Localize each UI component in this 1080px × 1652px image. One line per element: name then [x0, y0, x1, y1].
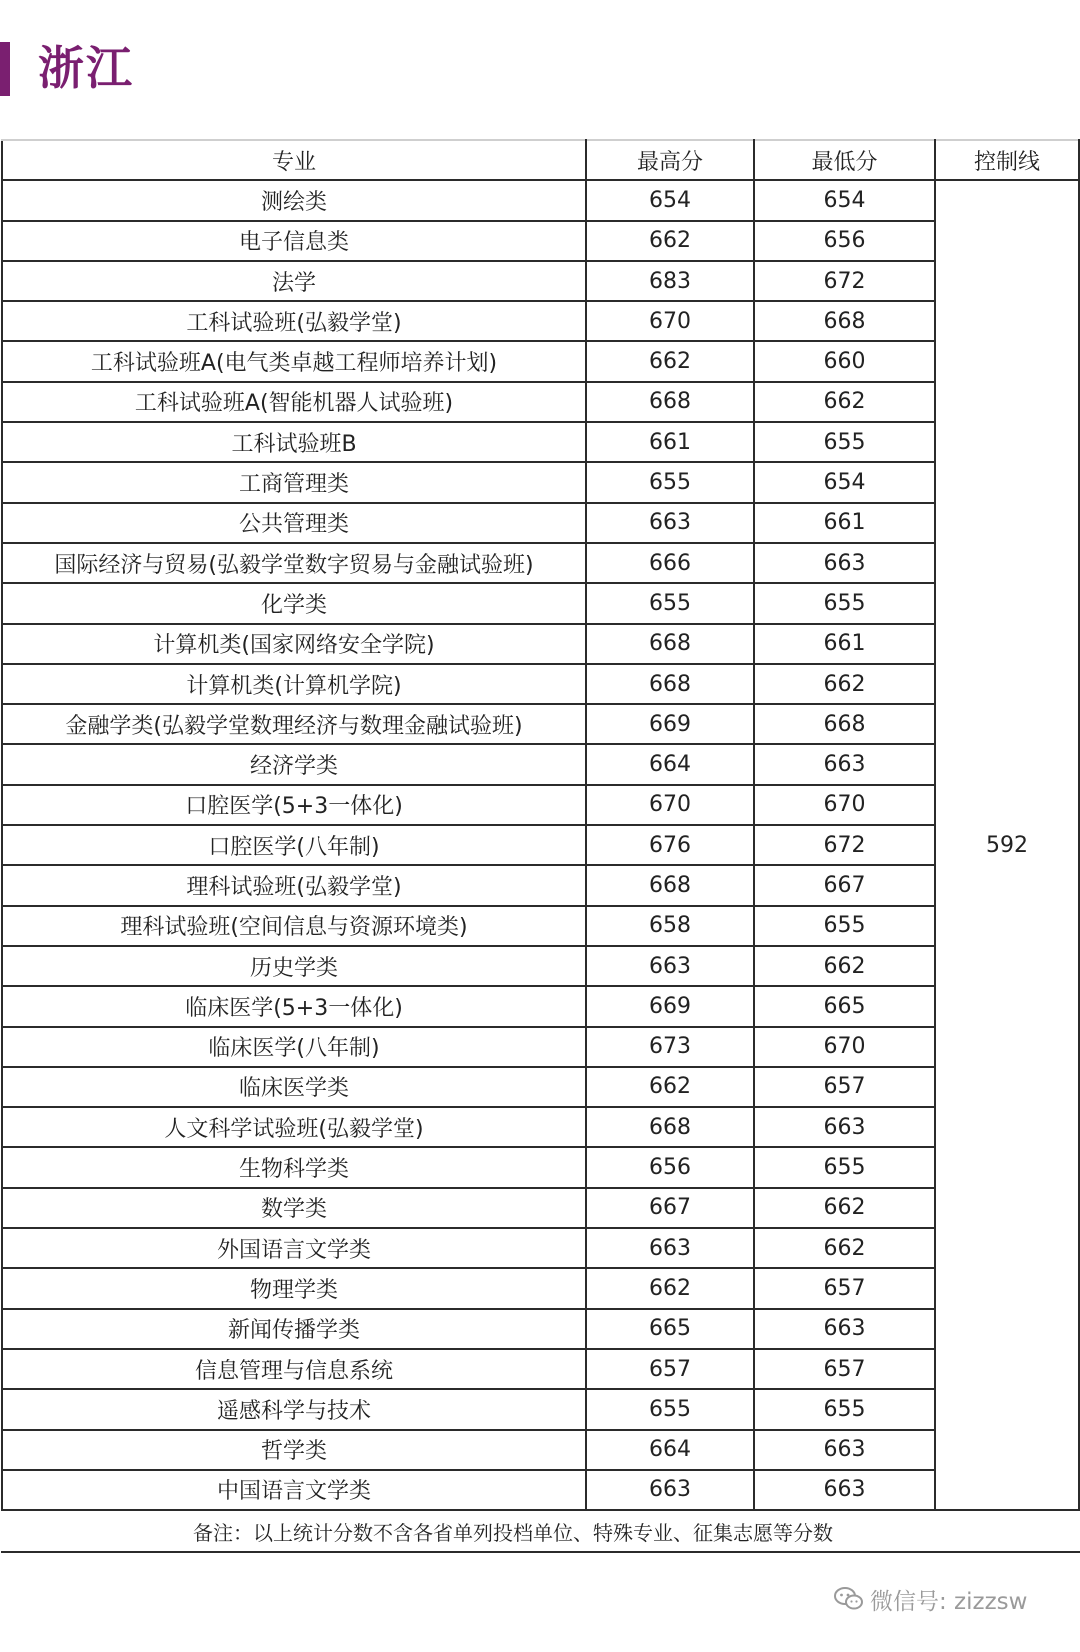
- cell-min-score: 655: [754, 422, 935, 462]
- cell-min-score: 667: [754, 865, 935, 905]
- cell-major: 电子信息类: [2, 221, 586, 261]
- cell-min-score: 662: [754, 1188, 935, 1228]
- cell-max-score: 662: [586, 1268, 754, 1308]
- cell-max-score: 673: [586, 1027, 754, 1067]
- table-row: [2, 1349, 1079, 1389]
- cell-min-score: 672: [754, 825, 935, 865]
- header-min-score: 最低分: [754, 140, 935, 180]
- table-row: [2, 906, 1079, 946]
- cell-min-score: 663: [754, 1430, 935, 1470]
- table-row: [2, 221, 1079, 261]
- table-row: [2, 341, 1079, 381]
- table-row: [2, 180, 1079, 220]
- table-row: [2, 382, 1079, 422]
- cell-major: 临床医学(5+3一体化): [2, 986, 586, 1026]
- table-note: 备注：以上统计分数不含各省单列投档单位、特殊专业、征集志愿等分数: [2, 1510, 1079, 1552]
- cell-min-score: 661: [754, 503, 935, 543]
- header-control-line: 控制线: [935, 140, 1079, 180]
- table-row: [2, 1430, 1079, 1470]
- table-row: [2, 744, 1079, 784]
- cell-max-score: 655: [586, 462, 754, 502]
- cell-major: 临床医学类: [2, 1067, 586, 1107]
- cell-major: 计算机类(国家网络安全学院): [2, 624, 586, 664]
- cell-max-score: 670: [586, 301, 754, 341]
- table-row: [2, 1228, 1079, 1268]
- cell-max-score: 663: [586, 946, 754, 986]
- cell-major: 遥感科学与技术: [2, 1389, 586, 1429]
- table-row: [2, 1067, 1079, 1107]
- table-row: [2, 624, 1079, 664]
- cell-major: 计算机类(计算机学院): [2, 664, 586, 704]
- table-row: [2, 946, 1079, 986]
- page-title: 浙江: [38, 41, 134, 95]
- cell-major: 中国语言文学类: [2, 1470, 586, 1510]
- table-row: [2, 1470, 1079, 1510]
- cell-major: 国际经济与贸易(弘毅学堂数字贸易与金融试验班): [2, 543, 586, 583]
- table-row: [2, 583, 1079, 623]
- cell-major: 工科试验班(弘毅学堂): [2, 301, 586, 341]
- cell-max-score: 656: [586, 1147, 754, 1187]
- cell-major: 工商管理类: [2, 462, 586, 502]
- table-row: [2, 704, 1079, 744]
- cell-min-score: 655: [754, 583, 935, 623]
- cell-control-line: 592: [935, 180, 1079, 1510]
- table-row: [2, 1389, 1079, 1429]
- table-row: [2, 1309, 1079, 1349]
- table-row: [2, 785, 1079, 825]
- cell-max-score: 663: [586, 1228, 754, 1268]
- table-row: [2, 664, 1079, 704]
- cell-max-score: 668: [586, 382, 754, 422]
- cell-max-score: 662: [586, 221, 754, 261]
- cell-min-score: 654: [754, 180, 935, 220]
- cell-max-score: 655: [586, 1389, 754, 1429]
- cell-min-score: 663: [754, 543, 935, 583]
- cell-max-score: 663: [586, 503, 754, 543]
- table-row: [2, 503, 1079, 543]
- table-row: [2, 301, 1079, 341]
- table-row: [2, 422, 1079, 462]
- cell-major: 口腔医学(5+3一体化): [2, 785, 586, 825]
- cell-major: 测绘类: [2, 180, 586, 220]
- cell-max-score: 670: [586, 785, 754, 825]
- cell-major: 外国语言文学类: [2, 1228, 586, 1268]
- cell-max-score: 668: [586, 865, 754, 905]
- cell-max-score: 663: [586, 1470, 754, 1510]
- cell-major: 工科试验班B: [2, 422, 586, 462]
- cell-min-score: 668: [754, 301, 935, 341]
- watermark-text: 微信号: zizzsw: [870, 1588, 1028, 1615]
- cell-max-score: 662: [586, 341, 754, 381]
- cell-min-score: 663: [754, 1470, 935, 1510]
- cell-major: 物理学类: [2, 1268, 586, 1308]
- cell-max-score: 657: [586, 1349, 754, 1389]
- cell-major: 生物科学类: [2, 1147, 586, 1187]
- cell-major: 信息管理与信息系统: [2, 1349, 586, 1389]
- cell-min-score: 655: [754, 1147, 935, 1187]
- cell-max-score: 665: [586, 1309, 754, 1349]
- cell-major: 新闻传播学类: [2, 1309, 586, 1349]
- header-max-score: 最高分: [586, 140, 754, 180]
- cell-min-score: 657: [754, 1067, 935, 1107]
- cell-major: 公共管理类: [2, 503, 586, 543]
- cell-max-score: 668: [586, 1107, 754, 1147]
- cell-max-score: 666: [586, 543, 754, 583]
- cell-major: 哲学类: [2, 1430, 586, 1470]
- table-row: [2, 1188, 1079, 1228]
- cell-major: 经济学类: [2, 744, 586, 784]
- score-table: [1, 139, 1080, 1553]
- table-row: [2, 1107, 1079, 1147]
- table-row: [2, 825, 1079, 865]
- cell-min-score: 665: [754, 986, 935, 1026]
- cell-major: 工科试验班A(电气类卓越工程师培养计划): [2, 341, 586, 381]
- cell-min-score: 670: [754, 1027, 935, 1067]
- cell-min-score: 662: [754, 382, 935, 422]
- table-row: [2, 1268, 1079, 1308]
- cell-max-score: 661: [586, 422, 754, 462]
- cell-min-score: 656: [754, 221, 935, 261]
- cell-min-score: 672: [754, 261, 935, 301]
- cell-major: 工科试验班A(智能机器人试验班): [2, 382, 586, 422]
- cell-min-score: 655: [754, 1389, 935, 1429]
- cell-min-score: 662: [754, 1228, 935, 1268]
- cell-major: 法学: [2, 261, 586, 301]
- wechat-icon: [834, 1586, 864, 1612]
- cell-min-score: 661: [754, 624, 935, 664]
- table-row: [2, 1027, 1079, 1067]
- wechat-watermark: [830, 1582, 1031, 1616]
- table-body: [2, 180, 1079, 1552]
- cell-min-score: 662: [754, 946, 935, 986]
- cell-min-score: 663: [754, 744, 935, 784]
- cell-max-score: 668: [586, 624, 754, 664]
- table-row: [2, 543, 1079, 583]
- cell-max-score: 658: [586, 906, 754, 946]
- cell-max-score: 676: [586, 825, 754, 865]
- header-major: 专业: [2, 140, 586, 180]
- cell-min-score: 662: [754, 664, 935, 704]
- cell-major: 数学类: [2, 1188, 586, 1228]
- cell-major: 理科试验班(弘毅学堂): [2, 865, 586, 905]
- cell-min-score: 657: [754, 1268, 935, 1308]
- cell-max-score: 664: [586, 744, 754, 784]
- cell-min-score: 655: [754, 906, 935, 946]
- note-row: [2, 1510, 1079, 1552]
- table-row: [2, 462, 1079, 502]
- cell-max-score: 655: [586, 583, 754, 623]
- cell-min-score: 670: [754, 785, 935, 825]
- cell-max-score: 662: [586, 1067, 754, 1107]
- cell-max-score: 683: [586, 261, 754, 301]
- cell-max-score: 668: [586, 664, 754, 704]
- cell-min-score: 663: [754, 1309, 935, 1349]
- cell-major: 口腔医学(八年制): [2, 825, 586, 865]
- cell-max-score: 654: [586, 180, 754, 220]
- cell-min-score: 668: [754, 704, 935, 744]
- cell-major: 人文科学试验班(弘毅学堂): [2, 1107, 586, 1147]
- table-row: [2, 865, 1079, 905]
- cell-min-score: 654: [754, 462, 935, 502]
- cell-max-score: 664: [586, 1430, 754, 1470]
- table-row: [2, 1147, 1079, 1187]
- cell-min-score: 660: [754, 341, 935, 381]
- cell-max-score: 669: [586, 704, 754, 744]
- table-header-row: [2, 140, 1079, 180]
- cell-min-score: 663: [754, 1107, 935, 1147]
- cell-major: 金融学类(弘毅学堂数理经济与数理金融试验班): [2, 704, 586, 744]
- cell-major: 历史学类: [2, 946, 586, 986]
- cell-max-score: 669: [586, 986, 754, 1026]
- title-accent-bar: [0, 42, 10, 96]
- cell-min-score: 657: [754, 1349, 935, 1389]
- table-row: [2, 261, 1079, 301]
- cell-major: 化学类: [2, 583, 586, 623]
- cell-max-score: 667: [586, 1188, 754, 1228]
- cell-major: 临床医学(八年制): [2, 1027, 586, 1067]
- cell-major: 理科试验班(空间信息与资源环境类): [2, 906, 586, 946]
- table-row: [2, 986, 1079, 1026]
